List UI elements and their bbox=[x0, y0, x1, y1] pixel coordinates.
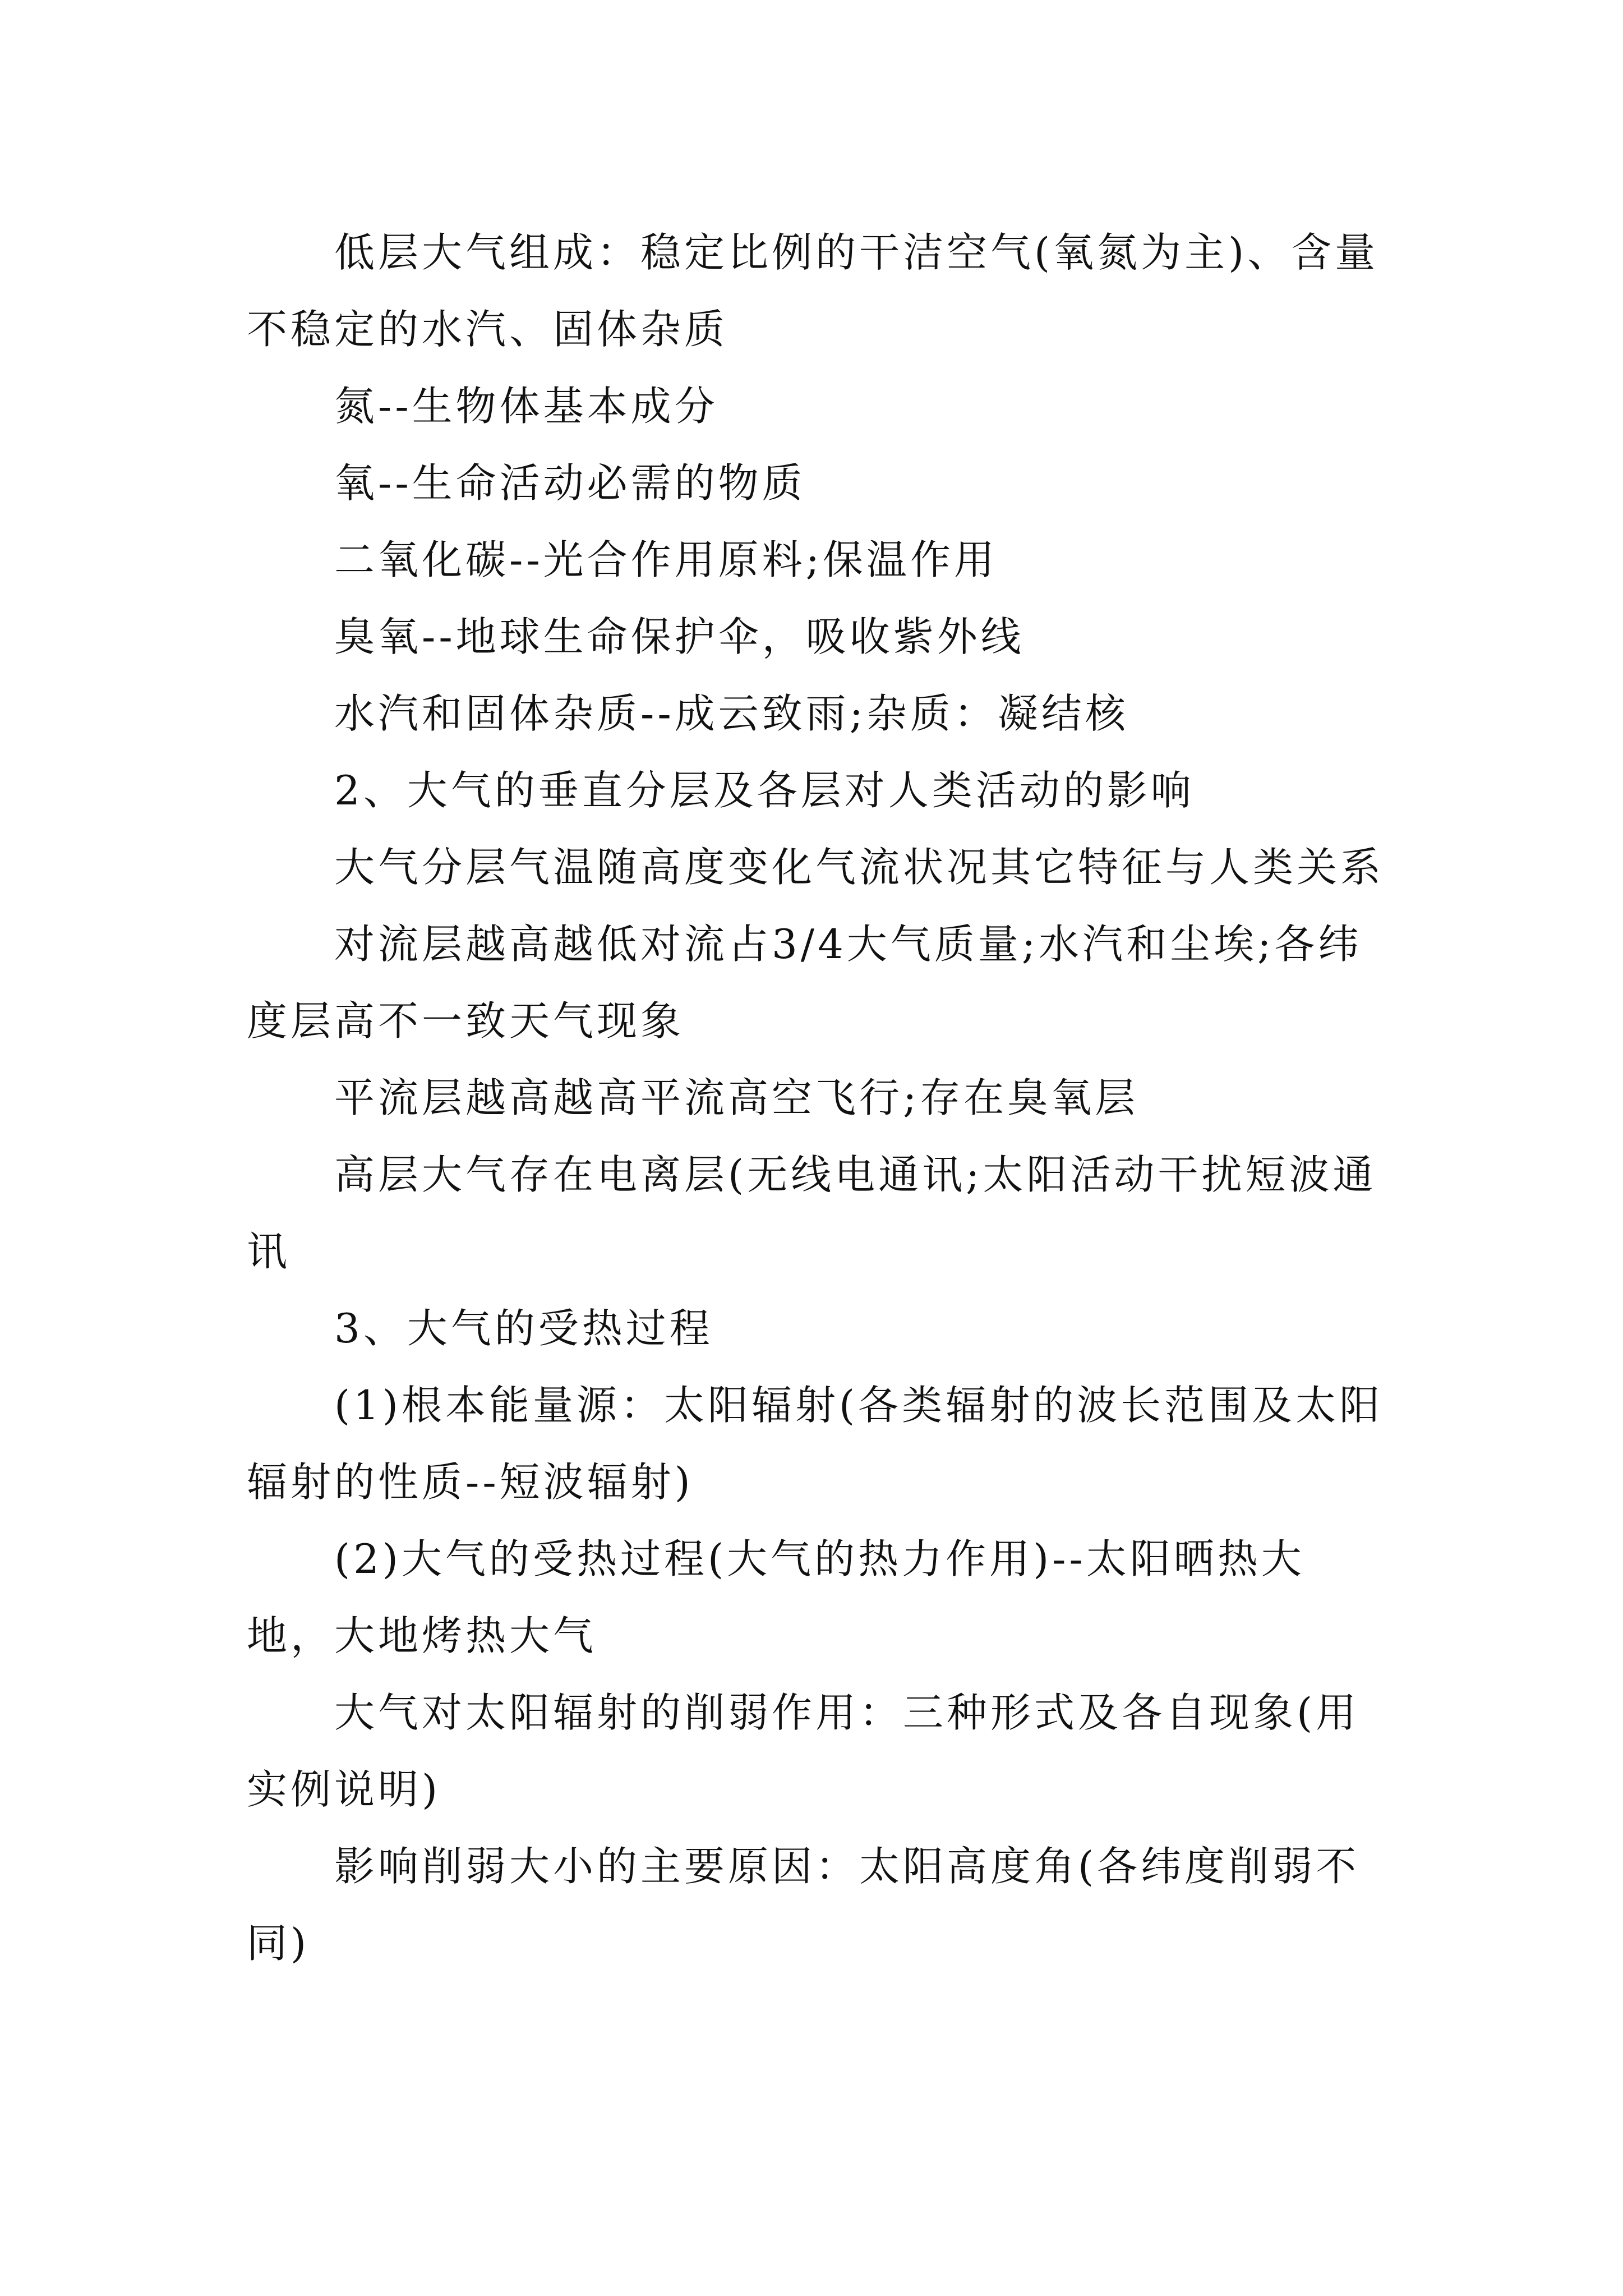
paragraph-water-vapor: 水汽和固体杂质--成云致雨;杂质：凝结核 bbox=[334, 690, 1129, 737]
paragraph-weakening-factors: 影响削弱大小的主要原因：太阳高度角(各纬度削弱不同) bbox=[247, 1843, 1360, 1967]
paragraph-stratosphere: 平流层越高越高平流高空飞行;存在臭氧层 bbox=[334, 1074, 1139, 1121]
paragraph-carbon-dioxide: 二氧化碳--光合作用原料;保温作用 bbox=[334, 536, 998, 583]
paragraph-heating-process: (2)大气的受热过程(大气的热力作用)--太阳晒热大地，大地烤热大气 bbox=[247, 1535, 1305, 1659]
paragraph-layer-table-header: 大气分层气温随高度变化气流状况其它特征与人类关系 bbox=[334, 844, 1385, 891]
paragraph-troposphere: 对流层越高越低对流占3/4大气质量;水汽和尘埃;各纬度层高不一致天气现象 bbox=[247, 921, 1362, 1045]
paragraph-weakening-effect: 大气对太阳辐射的削弱作用：三种形式及各自现象(用实例说明) bbox=[247, 1689, 1360, 1813]
paragraph-nitrogen: 氮--生物体基本成分 bbox=[334, 383, 718, 430]
document-body bbox=[247, 214, 1385, 1982]
paragraph-energy-source: (1)根本能量源：太阳辐射(各类辐射的波长范围及太阳辐射的性质--短波辐射) bbox=[247, 1382, 1384, 1506]
section-heading-vertical-layers: 2、大气的垂直分层及各层对人类活动的影响 bbox=[334, 767, 1195, 814]
paragraph-oxygen: 氧--生命活动必需的物质 bbox=[334, 459, 806, 507]
paragraph-upper-atmosphere: 高层大气存在电离层(无线电通讯;太阳活动干扰短波通讯 bbox=[247, 1151, 1377, 1275]
paragraph-ozone: 臭氧--地球生命保护伞，吸收紫外线 bbox=[334, 613, 1025, 660]
paragraph-atmosphere-composition: 低层大气组成：稳定比例的干洁空气(氧氮为主)、含量不稳定的水汽、固体杂质 bbox=[247, 229, 1379, 353]
section-heading-heating-process: 3、大气的受热过程 bbox=[334, 1305, 713, 1352]
